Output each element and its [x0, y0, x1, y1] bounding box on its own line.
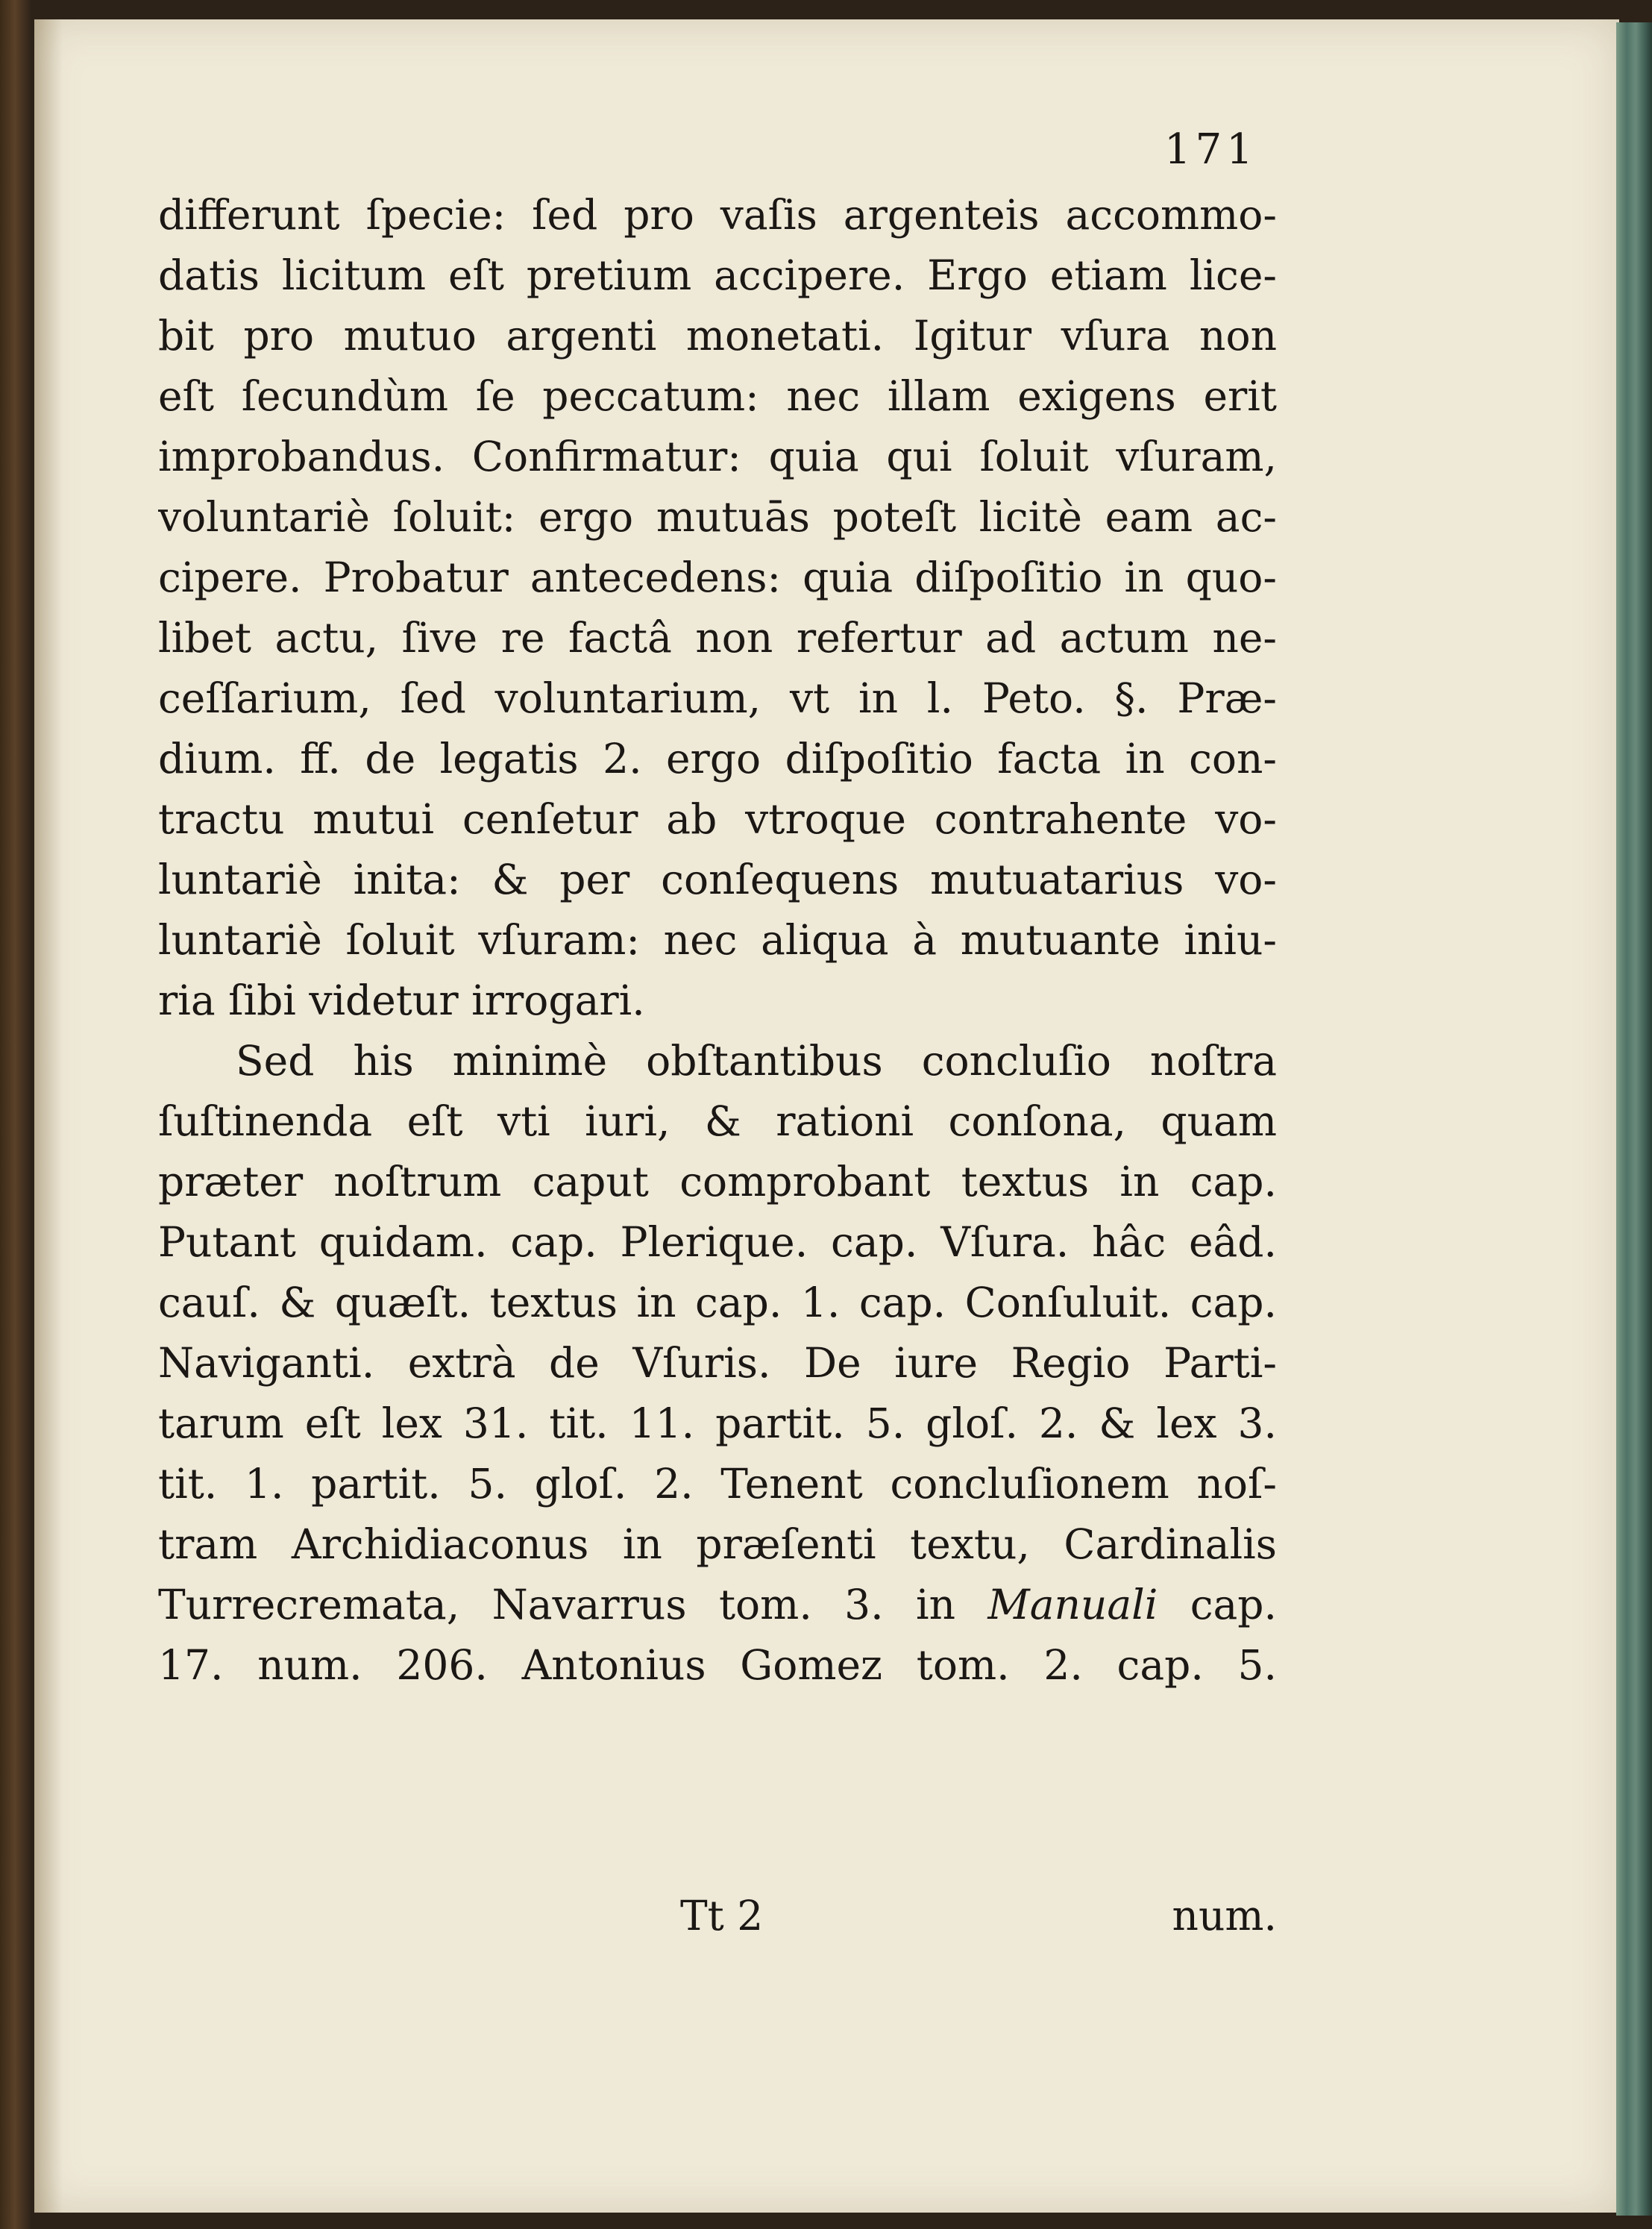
text-line: tractu mutui cenſetur ab vtroque contrahente vo- — [158, 795, 1277, 843]
text-line: luntariè ſoluit vſuram: nec aliqua à mutuante iniu- — [158, 916, 1277, 964]
text-line: tarum eſt lex 31. tit. 11. partit. 5. gloſ. 2. & lex 3. — [158, 1399, 1277, 1447]
page-number: 171 — [1164, 125, 1257, 174]
text-line: datis licitum eſt pretium accipere. Ergo etiam lice- — [158, 251, 1277, 299]
text-line: præter noſtrum caput comprobant textus in cap. — [158, 1158, 1277, 1206]
page-footer — [158, 1886, 1277, 1946]
text-line: voluntariè ſoluit: ergo mutuās poteſt licitè eam ac- — [158, 493, 1277, 541]
book-page — [34, 19, 1619, 2213]
text-segment: cap. — [1158, 1581, 1277, 1628]
text-line: Putant quidam. cap. Plerique. cap. Vſura. hâc eâd. — [158, 1218, 1277, 1266]
text-segment: Turrecremata, Navarrus tom. 3. in — [158, 1581, 988, 1628]
text-line: bit pro mutuo argenti monetati. Igitur vſura non — [158, 312, 1277, 360]
text-line: eſt ſecundùm ſe peccatum: nec illam exigens erit — [158, 372, 1277, 420]
text-line: Naviganti. extrà de Vſuris. De iure Regio Parti- — [158, 1339, 1277, 1387]
text-line: cipere. Probatur antecedens: quia diſpoſitio in quo- — [158, 554, 1277, 601]
text-line: cauſ. & quæſt. textus in cap. 1. cap. Conſuluit. cap. — [158, 1279, 1277, 1326]
text-line: differunt ſpecie: ſed pro vaſis argenteis accommo- — [158, 191, 1277, 239]
text-line: luntariè inita: & per conſequens mutuatarius vo- — [158, 856, 1277, 903]
text-line: tit. 1. partit. 5. gloſ. 2. Tenent concluſionem noſ- — [158, 1460, 1277, 1508]
text-line: ria ſibi videtur irrogari. — [158, 976, 645, 1024]
text-line: libet actu, ſive re factâ non refertur ad actum ne- — [158, 614, 1277, 662]
text-line: Sed his minimè obſtantibus concluſio noſtra — [236, 1037, 1277, 1085]
catchword: num. — [1172, 1892, 1277, 1940]
text-line: dium. ff. de legatis 2. ergo diſpoſitio facta in con- — [158, 735, 1277, 783]
fore-edge — [1616, 22, 1652, 2216]
text-line-manuali — [158, 1575, 1277, 1635]
text-line: ceſſarium, ſed voluntarium, vt in l. Peto. §. Præ- — [158, 674, 1277, 722]
signature-mark: Tt 2 — [680, 1892, 764, 1940]
text-line: ſuſtinenda eſt vti iuri, & rationi conſona, quam — [158, 1097, 1277, 1145]
text-line: improbandus. Confirmatur: quia qui ſoluit vſuram, — [158, 433, 1277, 480]
text-block — [158, 185, 1277, 1696]
text-line: 17. num. 206. Antonius Gomez tom. 2. cap. 5. — [158, 1641, 1277, 1689]
text-line: tram Archidiaconus in præſenti textu, Cardinalis — [158, 1520, 1277, 1568]
italic-title: Manuali — [987, 1581, 1158, 1628]
